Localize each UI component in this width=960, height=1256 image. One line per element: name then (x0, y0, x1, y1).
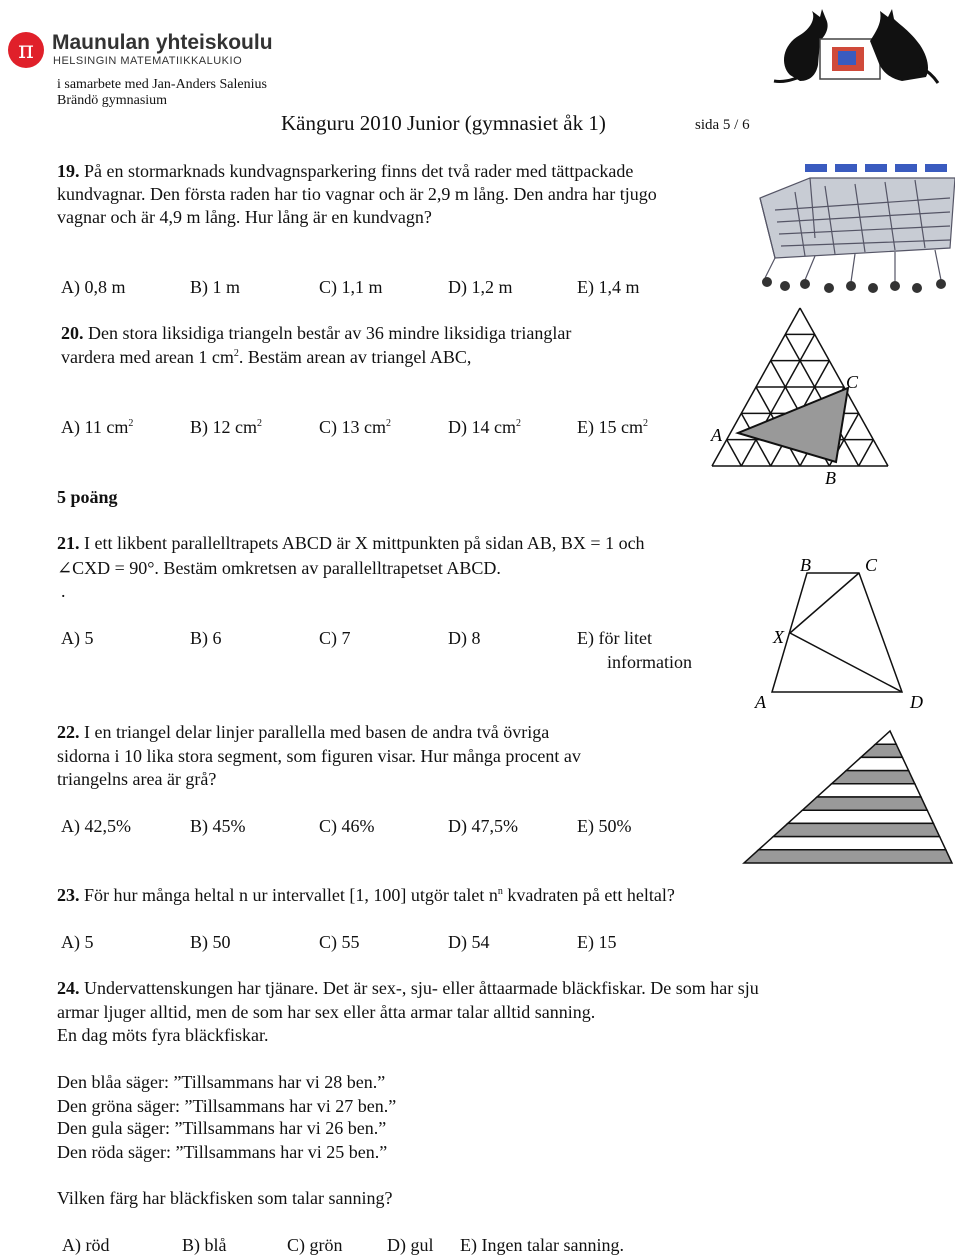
label-d: D (910, 692, 923, 712)
q23-number: 23. (57, 885, 80, 905)
q23-option-c: C) 55 (319, 932, 360, 952)
q22-option-c: C) 46% (319, 816, 375, 836)
q20-opt-d-sup: 2 (515, 418, 521, 429)
shopping-carts-illustration (755, 158, 955, 298)
q19-line3: vagnar och är 4,9 m lång. Hur lång är en kundvagn? (57, 207, 432, 227)
q22-number: 22. (57, 722, 80, 742)
q20-opt-c-sup: 2 (386, 418, 391, 429)
q21-option-d: D) 8 (448, 628, 481, 648)
q24-option-d: D) gul (387, 1235, 434, 1255)
q24-line3: En dag möts fyra bläckfiskar. (57, 1025, 269, 1045)
q20-line2b: . Bestäm arean av triangel ABC, (238, 347, 472, 367)
school-subtitle: HELSINGIN MATEMATIIKKALUKIO (53, 55, 243, 67)
q20-opt-d-text: D) 14 cm (448, 417, 516, 437)
q22-line1: I en triangel delar linjer parallella med basen de andra två övriga (84, 722, 550, 742)
q20-option-c (319, 416, 391, 438)
q20-opt-c-text: C) 13 cm (319, 417, 386, 437)
label-x: X (773, 627, 784, 647)
q20-opt-a-text: A) 11 cm (61, 417, 129, 437)
q20-opt-e-text: E) 15 cm (577, 417, 643, 437)
stripe-segment (744, 850, 952, 863)
q21-option-c: C) 7 (319, 628, 351, 648)
q22-line2: sidorna i 10 lika stora segment, som figuren visar. Hur många procent av (57, 746, 581, 766)
q23-sup: n (497, 886, 503, 897)
q20-text (61, 322, 571, 344)
q20-option-b (190, 416, 262, 438)
q20-number: 20. (61, 323, 84, 343)
q21-text (57, 532, 645, 554)
stripe-segment (773, 823, 939, 836)
school-logo (6, 30, 46, 70)
q22-option-e: E) 50% (577, 816, 632, 836)
q20-line2a: vardera med arean 1 cm (61, 347, 234, 367)
q22-line3: triangelns area är grå? (57, 769, 217, 789)
q21-option-a: A) 5 (61, 628, 94, 648)
q24-text (57, 977, 759, 999)
q20-option-e (577, 416, 648, 438)
q20-triangle-figure (700, 300, 900, 490)
stripe-segment (875, 731, 896, 744)
q20-line1: Den stora liksidiga triangeln består av 36 mindre liksidiga trianglar (88, 323, 572, 343)
q21-number: 21. (57, 533, 80, 553)
stripe-segment (802, 797, 927, 810)
stripe-segment (846, 757, 908, 770)
q21-option-b: B) 6 (190, 628, 222, 648)
q20-option-a (61, 416, 133, 438)
collab-line: i samarbete med Jan-Anders Salenius (57, 77, 267, 92)
label-a: A (755, 692, 766, 712)
q21-option-e: E) för litet (577, 628, 652, 648)
q19-option-b: B) 1 m (190, 277, 241, 297)
page-title: Känguru 2010 Junior (gymnasiet åk 1) (281, 111, 606, 135)
stripe-segment (832, 771, 915, 784)
label-b: B (825, 468, 836, 488)
q24-line2: armar ljuger alltid, men de som har sex eller åtta armar talar alltid sanning. (57, 1002, 596, 1022)
q23-option-b: B) 50 (190, 932, 231, 952)
q23-option-a: A) 5 (61, 932, 94, 952)
q21-trapezoid-figure (750, 550, 940, 715)
q20-opt-a-sup: 2 (128, 418, 134, 429)
q24-say-blue: Den blåa säger: ”Tillsammans har vi 28 ben.” (57, 1072, 386, 1092)
q22-option-b: B) 45% (190, 816, 246, 836)
stripe-segment (861, 744, 903, 757)
stripe-segment (817, 784, 921, 797)
q21-line2: ∠CXD = 90°. Bestäm omkretsen av parallelltrapetset ABCD. (57, 558, 501, 578)
stripe-segment (788, 810, 934, 823)
section-heading: 5 poäng (57, 487, 118, 507)
label-c: C (846, 372, 859, 392)
q19-line2: kundvagnar. Den första raden har tio vagnar och är 2,9 m lång. Den andra har tjugo (57, 184, 657, 204)
triangle-abc (738, 388, 848, 462)
q24-say-yellow: Den gula säger: ”Tillsammans har vi 26 ben.” (57, 1118, 387, 1138)
q22-striped-triangle-figure (740, 725, 955, 875)
q23-line1b: kvadraten på ett heltal? (502, 885, 675, 905)
q23-line1a: För hur många heltal n ur intervallet [1, 100] utgör talet n (84, 885, 498, 905)
q23-text (57, 884, 675, 906)
svg-text:π: π (18, 36, 34, 64)
q24-question: Vilken färg har bläckfisken som talar sanning? (57, 1188, 393, 1208)
q24-say-red: Den röda säger: ”Tillsammans har vi 25 ben.” (57, 1142, 388, 1162)
kangaroo-logo (770, 5, 940, 85)
q24-option-a: A) röd (62, 1235, 110, 1255)
q20-opt-e-sup: 2 (642, 418, 648, 429)
q19-option-e: E) 1,4 m (577, 277, 640, 297)
label-a: A (711, 425, 722, 445)
q21-line3: . (61, 581, 66, 601)
q21-line1: I ett likbent parallelltrapets ABCD är X mittpunkten på sidan AB, BX = 1 och (84, 533, 645, 553)
q20-option-d (448, 416, 521, 438)
q23-option-e: E) 15 (577, 932, 617, 952)
q20-sup: 2 (233, 348, 239, 359)
q21-option-e-line2: information (607, 652, 692, 672)
q19-text (57, 160, 633, 182)
q24-number: 24. (57, 978, 80, 998)
q19-option-d: D) 1,2 m (448, 277, 513, 297)
q19-line1: På en stormarknads kundvagnsparkering finns det två rader med tättpackade (84, 161, 634, 181)
q19-number: 19. (57, 161, 80, 181)
q22-option-a: A) 42,5% (61, 816, 131, 836)
page-number: sida 5 / 6 (695, 117, 750, 133)
q24-option-b: B) blå (182, 1235, 227, 1255)
q24-say-green: Den gröna säger: ”Tillsammans har vi 27 ben.” (57, 1096, 397, 1116)
q19-option-a: A) 0,8 m (61, 277, 126, 297)
q20-opt-b-text: B) 12 cm (190, 417, 257, 437)
q24-option-c: C) grön (287, 1235, 343, 1255)
stripe-segment (759, 837, 946, 850)
q20-opt-b-sup: 2 (257, 418, 262, 429)
label-c: C (865, 555, 878, 575)
label-b: B (800, 555, 811, 575)
q20-line2 (61, 346, 471, 368)
q22-option-d: D) 47,5% (448, 816, 518, 836)
q22-text (57, 721, 549, 743)
school-name: Maunulan yhteiskoulu (52, 31, 273, 54)
q24-line1: Undervattenskungen har tjänare. Det är sex-, sju- eller åttaarmade bläckfiskar. De som har sju (84, 978, 759, 998)
q19-option-c: C) 1,1 m (319, 277, 383, 297)
school2-line: Brändö gymnasium (57, 93, 168, 108)
q24-option-e: E) Ingen talar sanning. (460, 1235, 624, 1255)
q23-option-d: D) 54 (448, 932, 490, 952)
